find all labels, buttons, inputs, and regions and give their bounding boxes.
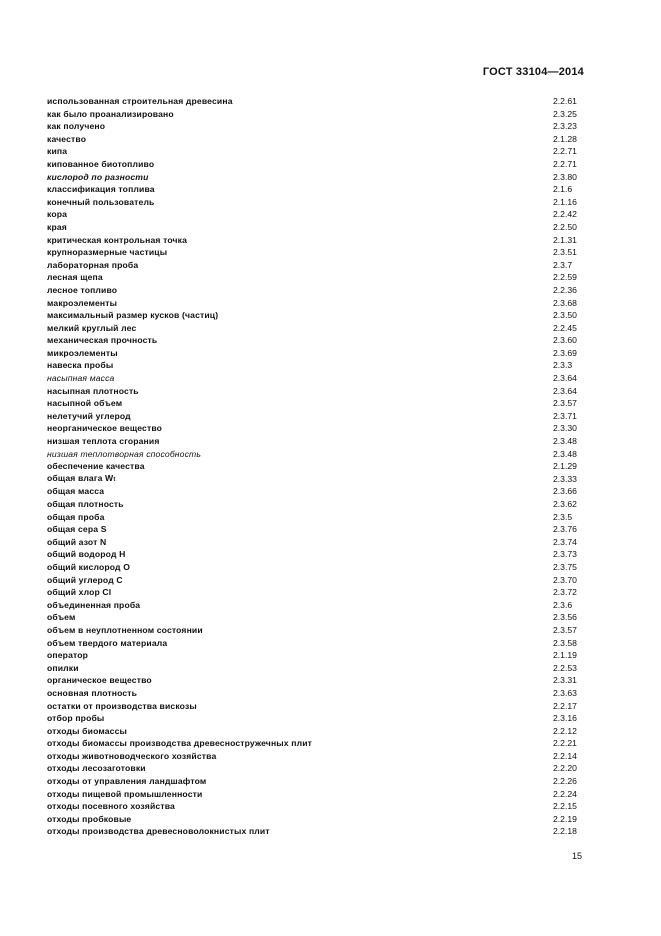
- index-term: макроэлементы: [47, 297, 118, 308]
- index-term: отходы пищевой промышленности: [47, 788, 203, 799]
- index-entry: [47, 574, 583, 587]
- index-reference: 2.2.45: [553, 322, 577, 333]
- index-reference: 2.3.51: [553, 247, 577, 258]
- index-reference: 2.1.31: [553, 234, 577, 245]
- index-entry: [47, 637, 583, 650]
- index-reference: 2.3.57: [553, 398, 577, 409]
- index-entry: [47, 95, 583, 108]
- index-reference: 2.3.64: [553, 373, 577, 384]
- index-entry: [47, 246, 583, 259]
- index-term: механическая прочность: [47, 335, 158, 346]
- index-entry: [47, 687, 583, 700]
- index-term: общий кислород O: [47, 561, 131, 572]
- index-entry: [47, 523, 583, 536]
- index-reference: 2.3.72: [553, 587, 577, 598]
- index-term: общий водород H: [47, 549, 126, 560]
- index-reference: 2.3.58: [553, 637, 577, 648]
- index-reference: 2.3.73: [553, 549, 577, 560]
- index-term: объем: [47, 612, 76, 623]
- index-term: объединенная проба: [47, 599, 141, 610]
- index-term: классификация топлива: [47, 184, 155, 195]
- index-reference: 2.3.6: [553, 599, 573, 610]
- index-term-subscript: t: [113, 476, 116, 483]
- index-term: низшая теплотворная способность: [47, 448, 202, 459]
- index-term: как получено: [47, 121, 106, 132]
- index-reference: 2.2.15: [553, 801, 577, 812]
- index-entry: [47, 334, 583, 347]
- index-term: основная плотность: [47, 687, 138, 698]
- term-index-list: [47, 95, 583, 838]
- index-entry: [47, 309, 583, 322]
- index-entry: [47, 221, 583, 234]
- index-entry: [47, 775, 583, 788]
- index-term: качество: [47, 133, 87, 144]
- index-entry: [47, 473, 583, 486]
- index-term-with-subscript: [47, 472, 115, 487]
- index-reference: 2.2.71: [553, 158, 577, 169]
- index-reference: 2.2.24: [553, 788, 577, 799]
- index-reference: 2.3.62: [553, 499, 577, 509]
- index-reference: 2.3.16: [553, 713, 577, 724]
- index-reference: 2.3.75: [553, 561, 577, 572]
- index-entry: [47, 788, 583, 801]
- index-entry: [47, 259, 583, 272]
- index-reference: 2.2.20: [553, 763, 577, 774]
- index-entry: [47, 460, 583, 473]
- index-entry: [47, 183, 583, 196]
- document-code-header: ГОСТ 33104—2014: [482, 66, 584, 78]
- index-entry: [47, 762, 583, 775]
- index-reference: 2.3.5: [553, 511, 573, 522]
- index-entry: [47, 208, 583, 221]
- index-term: крупноразмерные частицы: [47, 247, 168, 258]
- index-entry: [47, 586, 583, 599]
- index-term: отходы пробковые: [47, 813, 132, 824]
- index-term: нелетучий углерод: [47, 410, 131, 421]
- index-entry: [47, 674, 583, 687]
- index-entry: [47, 120, 583, 133]
- index-reference: 2.2.17: [553, 700, 577, 711]
- index-reference: 2.2.14: [553, 750, 577, 761]
- index-reference: 2.3.69: [553, 347, 577, 358]
- index-term: мелкий круглый лес: [47, 322, 137, 333]
- index-reference: 2.3.56: [553, 612, 577, 623]
- index-entry: [47, 385, 583, 398]
- index-reference: 2.3.66: [553, 486, 577, 497]
- index-term: опилки: [47, 662, 79, 673]
- index-reference: 2.2.59: [553, 272, 577, 283]
- index-reference: 2.3.48: [553, 436, 577, 447]
- index-reference: 2.2.61: [553, 96, 577, 106]
- index-entry: [47, 271, 583, 284]
- index-entry: [47, 561, 583, 574]
- index-term: максимальный размер кусков (частиц): [47, 310, 219, 321]
- index-term: насыпной объем: [47, 398, 123, 409]
- index-entry: [47, 448, 583, 461]
- index-reference: 2.3.71: [553, 410, 577, 421]
- index-entry: [47, 145, 583, 158]
- index-entry: [47, 410, 583, 423]
- index-term: навеска пробы: [47, 360, 114, 371]
- index-entry: [47, 234, 583, 247]
- index-reference: 2.3.31: [553, 675, 577, 686]
- index-entry: [47, 372, 583, 385]
- index-term: использованная строительная древесина: [47, 96, 233, 106]
- page-number: 15: [571, 851, 582, 861]
- index-reference: 2.3.80: [553, 171, 577, 182]
- index-term: критическая контрольная точка: [47, 234, 188, 245]
- index-term: неорганическое вещество: [47, 423, 163, 434]
- index-reference: 2.1.19: [553, 650, 577, 661]
- index-reference: 2.1.16: [553, 196, 577, 207]
- index-reference: 2.3.48: [553, 448, 577, 459]
- index-entry: [47, 624, 583, 637]
- index-entry: [47, 611, 583, 624]
- index-term: конечный пользователь: [47, 196, 155, 207]
- index-term: кислород по разности: [47, 171, 149, 182]
- index-entry: [47, 397, 583, 410]
- index-term: органическое вещество: [47, 675, 152, 686]
- index-term: общая влага W: [47, 472, 114, 483]
- index-term: объем твердого материала: [47, 637, 168, 648]
- index-term: лесная щепа: [47, 272, 103, 283]
- index-entry: [47, 813, 583, 826]
- index-term: кора: [47, 209, 68, 220]
- index-entry: [47, 737, 583, 750]
- index-entry: [47, 536, 583, 549]
- index-entry: [47, 700, 583, 713]
- index-entry: [47, 498, 583, 511]
- index-reference: 2.2.42: [553, 209, 577, 220]
- index-reference: 2.3.30: [553, 423, 577, 434]
- index-reference: 2.3.64: [553, 385, 577, 396]
- index-term: остатки от производства вискозы: [47, 700, 197, 711]
- index-term: отбор пробы: [47, 713, 105, 724]
- index-term: кипованное биотопливо: [47, 158, 155, 169]
- index-reference: 2.1.6: [553, 184, 573, 195]
- index-reference: 2.3.68: [553, 297, 577, 308]
- index-entry: [47, 599, 583, 612]
- index-reference: 2.3.3: [553, 360, 573, 371]
- index-entry: [47, 133, 583, 146]
- index-term: отходы биомассы производства древесностружечных плит: [47, 738, 312, 749]
- index-reference: 2.3.57: [553, 624, 577, 635]
- index-entry: [47, 750, 583, 763]
- index-term: насыпная плотность: [47, 385, 139, 396]
- index-entry: [47, 322, 583, 335]
- index-reference: 2.3.70: [553, 574, 577, 585]
- index-term: обеспечение качества: [47, 461, 145, 472]
- index-reference: 2.3.63: [553, 687, 577, 698]
- index-entry: [47, 284, 583, 297]
- index-term: отходы биомассы: [47, 725, 128, 736]
- index-entry: [47, 435, 583, 448]
- index-reference: 2.2.26: [553, 776, 577, 787]
- index-term: оператор: [47, 650, 89, 661]
- index-entry: [47, 158, 583, 171]
- index-reference: 2.3.25: [553, 108, 577, 119]
- index-term: низшая теплота сгорания: [47, 436, 160, 447]
- index-reference: 2.3.33: [553, 473, 577, 484]
- index-term: отходы производства древесноволокнистых плит: [47, 826, 270, 837]
- index-entry: [47, 108, 583, 121]
- index-entry: [47, 171, 583, 184]
- index-reference: 2.2.53: [553, 662, 577, 673]
- index-term: кипа: [47, 146, 68, 157]
- index-term: общая проба: [47, 511, 105, 522]
- index-reference: 2.3.23: [553, 121, 577, 132]
- index-reference: 2.3.50: [553, 310, 577, 321]
- index-entry: [47, 511, 583, 524]
- index-reference: 2.3.7: [553, 259, 573, 270]
- index-term: общая масса: [47, 486, 105, 497]
- index-reference: 2.2.71: [553, 146, 577, 157]
- index-term: отходы лесозаготовки: [47, 763, 146, 774]
- index-reference: 2.2.12: [553, 725, 577, 736]
- index-term: общий углерод C: [47, 574, 123, 585]
- index-reference: 2.3.60: [553, 335, 577, 346]
- index-reference: 2.2.21: [553, 738, 577, 749]
- index-reference: 2.3.76: [553, 524, 577, 535]
- index-term: общая сера S: [47, 524, 107, 535]
- index-entry: [47, 297, 583, 310]
- index-term: объем в неуплотненном состоянии: [47, 624, 203, 635]
- index-reference: 2.1.29: [553, 461, 577, 472]
- index-entry: [47, 712, 583, 725]
- index-term: как было проанализировано: [47, 108, 174, 119]
- index-entry: [47, 662, 583, 675]
- index-entry: [47, 725, 583, 738]
- index-entry: [47, 347, 583, 360]
- index-reference: 2.2.36: [553, 284, 577, 295]
- index-term: отходы от управления ландшафтом: [47, 776, 207, 787]
- index-entry: [47, 825, 583, 838]
- index-entry: [47, 196, 583, 209]
- index-reference: 2.2.50: [553, 221, 577, 232]
- index-term: отходы животноводческого хозяйства: [47, 750, 217, 761]
- index-reference: 2.2.18: [553, 826, 577, 837]
- index-term: отходы посевного хозяйства: [47, 801, 175, 812]
- index-term: микроэлементы: [47, 347, 118, 358]
- index-entry: [47, 485, 583, 498]
- index-term: общий хлор Cl: [47, 587, 112, 598]
- index-term: лесное топливо: [47, 284, 118, 295]
- index-reference: 2.1.28: [553, 133, 577, 144]
- index-term: лабораторная проба: [47, 259, 139, 270]
- index-term: общая плотность: [47, 499, 124, 509]
- index-reference: 2.2.19: [553, 813, 577, 824]
- index-entry: [47, 422, 583, 435]
- index-entry: [47, 649, 583, 662]
- index-entry: [47, 800, 583, 813]
- index-entry: [47, 548, 583, 561]
- index-term: насыпная масса: [47, 373, 115, 384]
- index-entry: [47, 359, 583, 372]
- index-term: края: [47, 221, 67, 232]
- index-term: общий азот N: [47, 536, 107, 547]
- index-reference: 2.3.74: [553, 536, 577, 547]
